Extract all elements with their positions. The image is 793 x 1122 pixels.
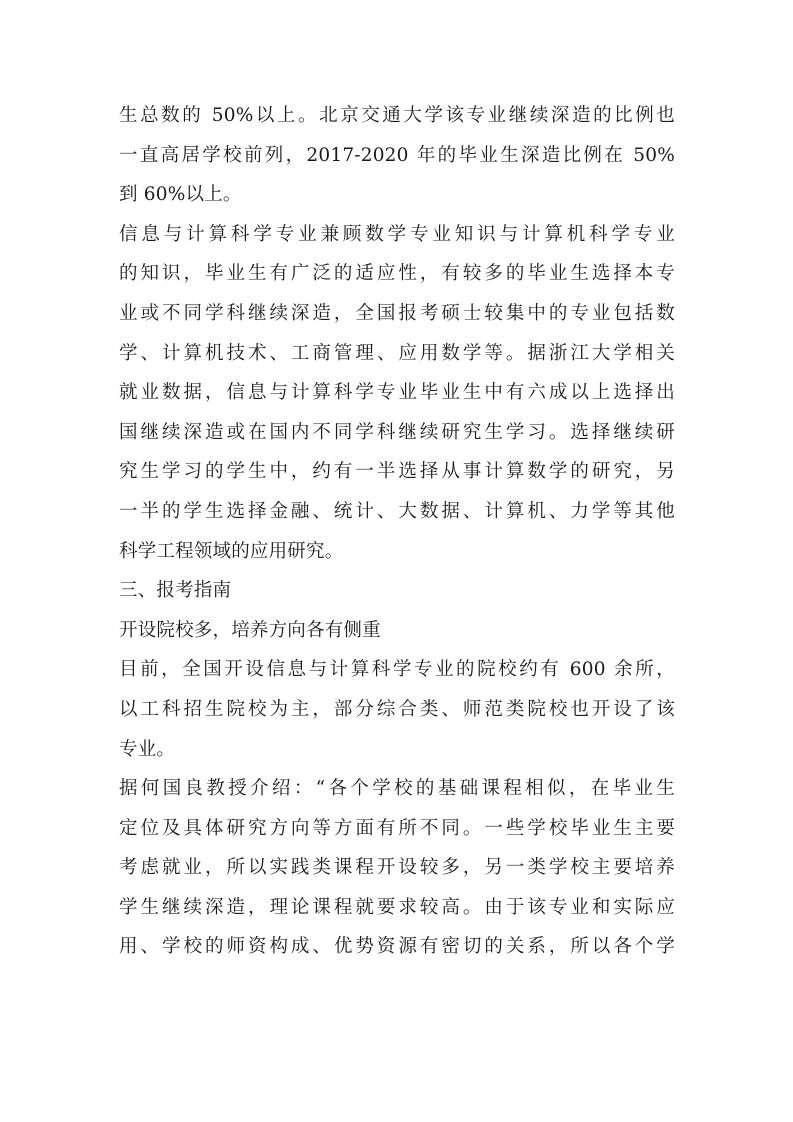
text-line: 目前，全国开设信息与计算科学专业的院校约有 600 余所， (119, 659, 675, 681)
text-line: 一半的学生选择金融、统计、大数据、计算机、力学等其他 (119, 500, 675, 522)
subsection-heading: 开设院校多，培养方向各有侧重 (119, 619, 381, 641)
text-line: 学、计算机技术、工商管理、应用数学等。据浙江大学相关 (119, 342, 675, 364)
text-line: 究生学习的学生中，约有一半选择从事计算数学的研究，另 (119, 461, 675, 483)
text-line: 以工科招生院校为主，部分综合类、师范类院校也开设了该 (119, 698, 675, 720)
section-heading: 三、报考指南 (119, 580, 232, 602)
text-line: 定位及具体研究方向等方面有所不同。一些学校毕业生主要 (119, 817, 675, 839)
text-line: 一直高居学校前列，2017-2020 年的毕业生深造比例在 50% (119, 144, 675, 166)
text-line: 学生继续深造，理论课程就要求较高。由于该专业和实际应 (119, 896, 675, 918)
text-line: 用、学校的师资构成、优势资源有密切的关系，所以各个学 (119, 936, 675, 958)
text-line: 据何国良教授介绍：“各个学校的基础课程相似，在毕业生 (119, 778, 675, 800)
text-line: 考虑就业，所以实践类课程开设较多，另一类学校主要培养 (119, 857, 675, 879)
text-line: 就业数据，信息与计算科学专业毕业生中有六成以上选择出 (119, 382, 675, 404)
text-line: 国继续深造或在国内不同学科继续研究生学习。选择继续研 (119, 421, 675, 443)
text-line: 科学工程领域的应用研究。 (119, 540, 344, 562)
text-line: 到 60%以上。 (119, 184, 242, 206)
text-line: 专业。 (119, 738, 176, 760)
text-line: 的知识，毕业生有广泛的适应性，有较多的毕业生选择本专 (119, 263, 675, 285)
text-line: 生总数的 50%以上。北京交通大学该专业继续深造的比例也 (119, 105, 675, 126)
text-line: 业或不同学科继续深造，全国报考硕士较集中的专业包括数 (119, 302, 675, 324)
body-text (119, 96, 675, 967)
text-line: 信息与计算科学专业兼顾数学专业知识与计算机科学专业 (119, 223, 675, 245)
